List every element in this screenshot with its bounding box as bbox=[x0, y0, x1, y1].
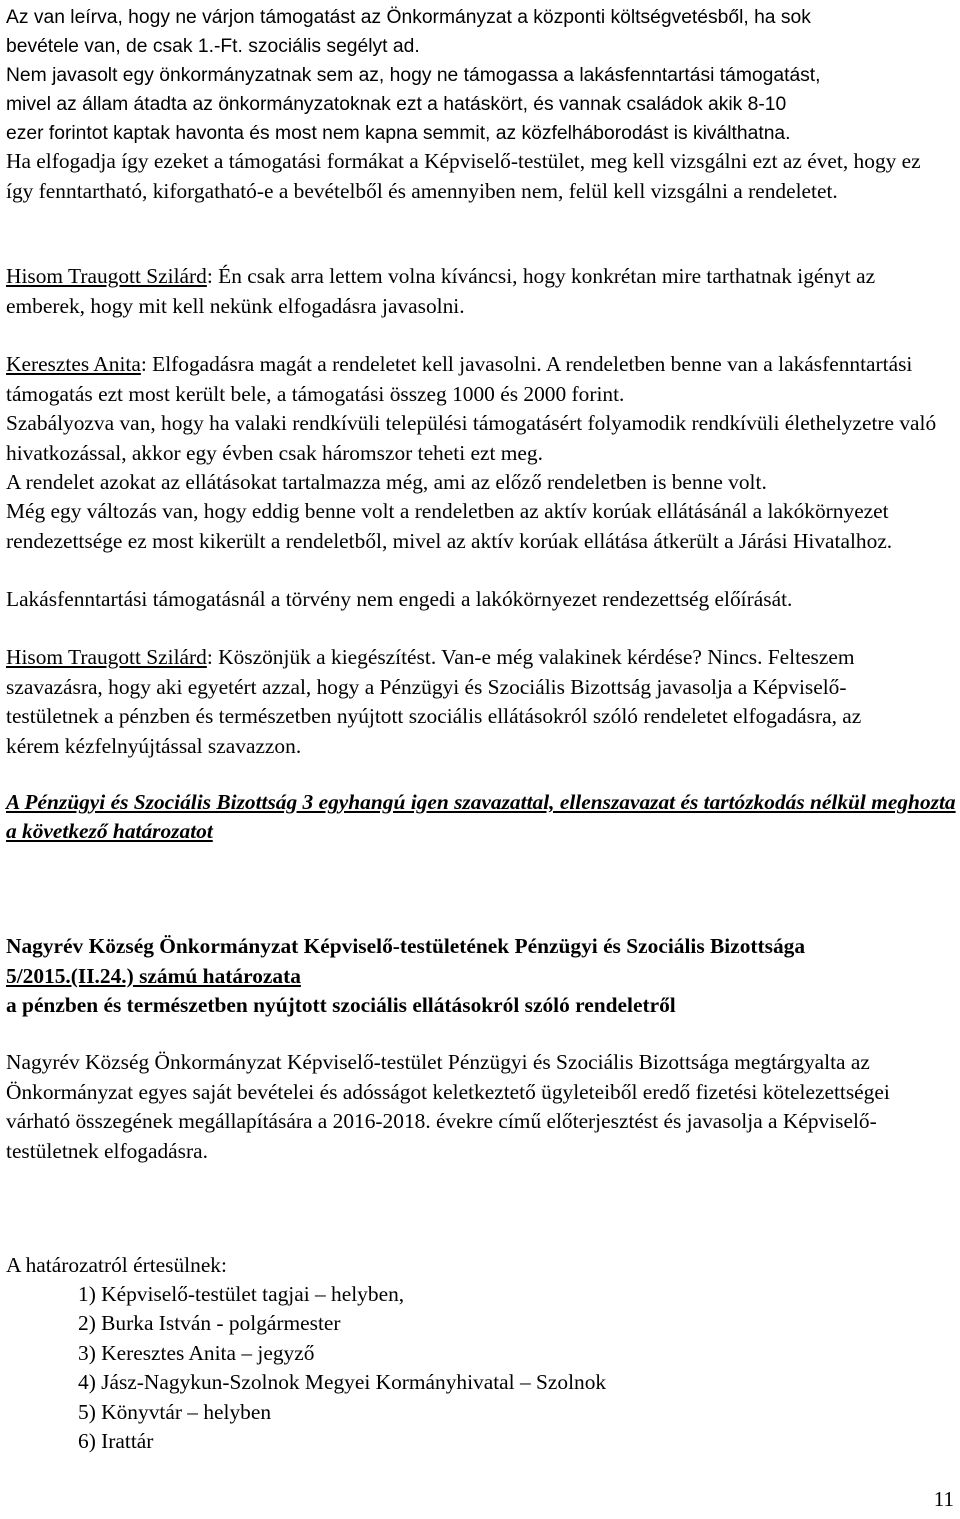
speaker-text: : Köszönjük a kiegészítést. Van-e még valakinek kérdése? Nincs. Felteszem szavazásra, hogy aki egyetért azzal, hogy a Pénzügyi és Szociális Bizottság javasolja a Képviselő-testületnek a pénzben és természetben nyújtott szociális ellátásokról szóló rendeletet elfogadásra, az kérem kézfelnyújtással szavazzon. bbox=[6, 645, 862, 758]
speaker-name: Hisom Traugott Szilárd bbox=[6, 645, 207, 669]
speaker-name: Keresztes Anita bbox=[6, 352, 141, 376]
resolution-subject: a pénzben és természetben nyújtott szociális ellátásokról szóló rendeletről bbox=[6, 993, 676, 1017]
intro-line: ezer forintot kaptak havonta és most nem kapna semmit, az közfelháborodást is kiválthatna. bbox=[6, 123, 791, 144]
resolution-number: 5/2015.(II.24.) számú határozata bbox=[6, 963, 301, 988]
list-item: 5) Könyvtár – helyben bbox=[78, 1399, 272, 1424]
list-item: 6) Irattár bbox=[78, 1428, 154, 1453]
speaker-paragraph-3 bbox=[6, 643, 906, 761]
list-item: 1) Képviselő-testület tagjai – helyben, bbox=[78, 1282, 405, 1306]
notify-heading: A határozatról értesülnek: bbox=[6, 1253, 227, 1277]
resolution-header bbox=[6, 932, 956, 1021]
paragraph-szabalyozva: Szabályozva van, hogy ha valaki rendkívüli települési támogatásért folyamodik rendkívüli élethelyzetre való hivatkozással, akkor egy évben csak háromszor teheti ezt meg. bbox=[6, 411, 937, 465]
list-item: 4) Jász-Nagykun-Szolnok Megyei Kormányhivatal – Szolnok bbox=[78, 1370, 607, 1395]
vote-heading: A Pénzügyi és Szociális Bizottság 3 egyhangú igen szavazattal, ellenszavazat és tartózkodás nélkül meghozta a következő határozatot bbox=[6, 790, 956, 843]
intro-line: Nem javasolt egy önkormányzatnak sem az, hogy ne támogassa a lakásfenntartási támogatást, bbox=[6, 65, 821, 86]
paragraph-lakas: Lakásfenntartási támogatásnál a törvény nem engedi a lakókörnyezet rendezettség előírását. bbox=[6, 587, 793, 611]
intro-line: bevétele van, de csak 1.-Ft. szociális segélyt ad. bbox=[6, 36, 420, 57]
paragraph-elfogadja: Ha elfogadja így ezeket a támogatási formákat a Képviselő-testület, meg kell vizsgálni ezt az évet, hogy ez így fenntartható, kiforgatható-e a bevételből és amennyiben nem, felül kell vizsgálni a rendeletet. bbox=[6, 149, 921, 203]
paragraph-valtozas: Még egy változás van, hogy eddig benne volt a rendeletben az aktív korúak ellátásánál a lakókörnyezet rendezettsége ez most kikerült a rendeletből, mivel az aktív korúak ellátása átkerült a Járási Hivatalhoz. bbox=[6, 499, 893, 553]
paragraph-rendelet: A rendelet azokat az ellátásokat tartalmazza még, ami az előző rendeletben is benne volt. bbox=[6, 470, 767, 494]
intro-paragraph bbox=[6, 3, 956, 148]
intro-line: Az van leírva, hogy ne várjon támogatást az Önkormányzat a központi költségvetésből, ha sok bbox=[6, 7, 811, 28]
speaker-name: Hisom Traugott Szilárd bbox=[6, 264, 207, 288]
resolution-title: Nagyrév Község Önkormányzat Képviselő-testületének Pénzügyi és Szociális Bizottsága bbox=[6, 934, 806, 958]
speaker-paragraph-2 bbox=[6, 350, 931, 409]
speaker-text: : Én csak arra lettem volna kíváncsi, hogy konkrétan mire tarthatnak igényt az emberek, hogy mit kell nekünk elfogadásra javasolni. bbox=[6, 264, 876, 318]
notify-list bbox=[78, 1280, 948, 1456]
page-number: 11 bbox=[933, 1487, 954, 1511]
speaker-paragraph-1 bbox=[6, 262, 951, 321]
speaker-text: : Elfogadásra magát a rendeletet kell javasolni. A rendeletben benne van a lakásfenntartási támogatás ezt most került bele, a támogatási összeg 1000 és 2000 forint. bbox=[6, 352, 913, 406]
resolution-body: Nagyrév Község Önkormányzat Képviselő-testület Pénzügyi és Szociális Bizottsága megtárgyalta az Önkormányzat egyes saját bevételei és adósságot keletkeztető ügyleteiből eredő fizetési kötelezettségei várható összegének megállapítására a 2016-2018. évekre című előterjesztést és javasolja a Képviselő-testületnek elfogadásra. bbox=[6, 1050, 890, 1163]
intro-line: mivel az állam átadta az önkormányzatoknak ezt a hatáskört, és vannak családok akik 8-10 bbox=[6, 94, 787, 115]
list-item: 3) Keresztes Anita – jegyző bbox=[78, 1340, 315, 1365]
list-item: 2) Burka István - polgármester bbox=[78, 1311, 341, 1336]
